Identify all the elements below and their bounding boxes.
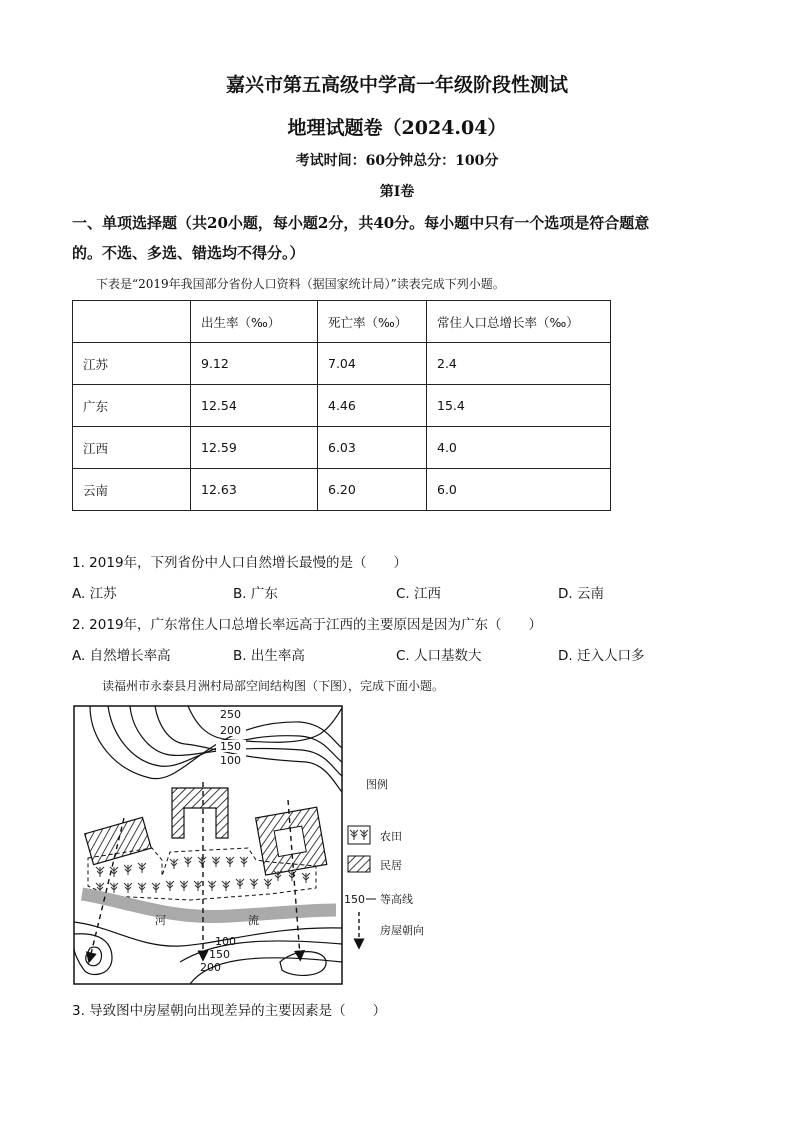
paper-title: 地理试题卷（2024.04） (287, 117, 507, 139)
table-cell: 2.4 (427, 343, 611, 385)
contour-label: 100 (220, 754, 241, 767)
section-heading-line1: 一、单项选择题（共20小题，每小题2分，共40分。每小题中只有一个选项是符合题意 (72, 214, 650, 232)
q2-option-b: B. 出生率高 (233, 648, 305, 664)
q1-option-b: B. 广东 (233, 586, 278, 602)
exam-info: 考试时间：60分钟总分：100分 (295, 153, 499, 169)
table-cell: 4.0 (427, 427, 611, 469)
school-title: 嘉兴市第五高级中学高一年级阶段性测试 (225, 74, 568, 96)
table-header-cell: 出生率（‰） (191, 301, 318, 343)
q1-option-c: C. 江西 (396, 586, 442, 602)
table-cell: 6.20 (318, 469, 427, 511)
question-2-stem: 2. 2019年，广东常住人口总增长率远高于江西的主要原因是因为广东（ ） (72, 617, 543, 633)
table-cell: 12.54 (191, 385, 318, 427)
table-row (73, 469, 611, 511)
table-cell: 9.12 (191, 343, 318, 385)
legend-contour: 等高线 (380, 893, 413, 906)
table-cell: 15.4 (427, 385, 611, 427)
table-row (73, 343, 611, 385)
question-3-stem: 3. 导致图中房屋朝向出现差异的主要因素是（ ） (72, 1003, 387, 1019)
legend-dwelling: 民居 (380, 859, 402, 872)
dwelling-legend-icon (348, 856, 370, 872)
table-cell: 4.46 (318, 385, 427, 427)
q1-option-a: A. 江苏 (72, 586, 117, 602)
river-label: 河 (155, 914, 166, 927)
table-cell: 江苏 (73, 343, 191, 385)
table-cell: 云南 (73, 469, 191, 511)
legend-title: 图例 (366, 778, 388, 791)
q1-option-d: D. 云南 (558, 586, 604, 602)
village-structure-map (70, 700, 450, 990)
q2-option-c: C. 人口基数大 (396, 648, 482, 664)
table-cell: 6.03 (318, 427, 427, 469)
legend-contour-value: 150 (344, 893, 365, 906)
table-cell: 广东 (73, 385, 191, 427)
volume-label: 第Ⅰ卷 (379, 184, 415, 200)
table-row (73, 385, 611, 427)
contour-label: 150 (209, 948, 230, 961)
table-intro: 下表是“2019年我国部分省份人口资料（据国家统计局）”读表完成下列小题。 (96, 277, 505, 291)
table-header-cell: 常住人口总增长率（‰） (427, 301, 611, 343)
contour-label: 100 (215, 935, 236, 948)
contour-label: 250 (220, 708, 241, 721)
section-heading-line2: 的。不选、多选、错选均不得分。） (72, 244, 305, 262)
table-cell: 江西 (73, 427, 191, 469)
table-cell: 7.04 (318, 343, 427, 385)
q2-option-a: A. 自然增长率高 (72, 648, 171, 664)
river-label: 流 (248, 914, 259, 927)
contour-label: 200 (220, 724, 241, 737)
q2-option-d: D. 迁入人口多 (558, 648, 645, 664)
table-header-cell (73, 301, 191, 343)
map-intro: 读福州市永泰县月洲村局部空间结构图（下图），完成下面小题。 (102, 679, 445, 693)
population-table (72, 300, 611, 511)
table-cell: 6.0 (427, 469, 611, 511)
table-cell: 12.59 (191, 427, 318, 469)
legend-farmland: 农田 (380, 830, 402, 843)
table-row (73, 427, 611, 469)
table-header-row (73, 301, 611, 343)
dwelling-east (256, 807, 327, 875)
contour-label: 150 (220, 740, 241, 753)
table-cell: 12.63 (191, 469, 318, 511)
contour-label: 200 (200, 961, 221, 974)
legend-orientation: 房屋朝向 (380, 924, 424, 937)
question-1-stem: 1. 2019年，下列省份中人口自然增长最慢的是（ ） (72, 555, 408, 571)
table-header-cell: 死亡率（‰） (318, 301, 427, 343)
